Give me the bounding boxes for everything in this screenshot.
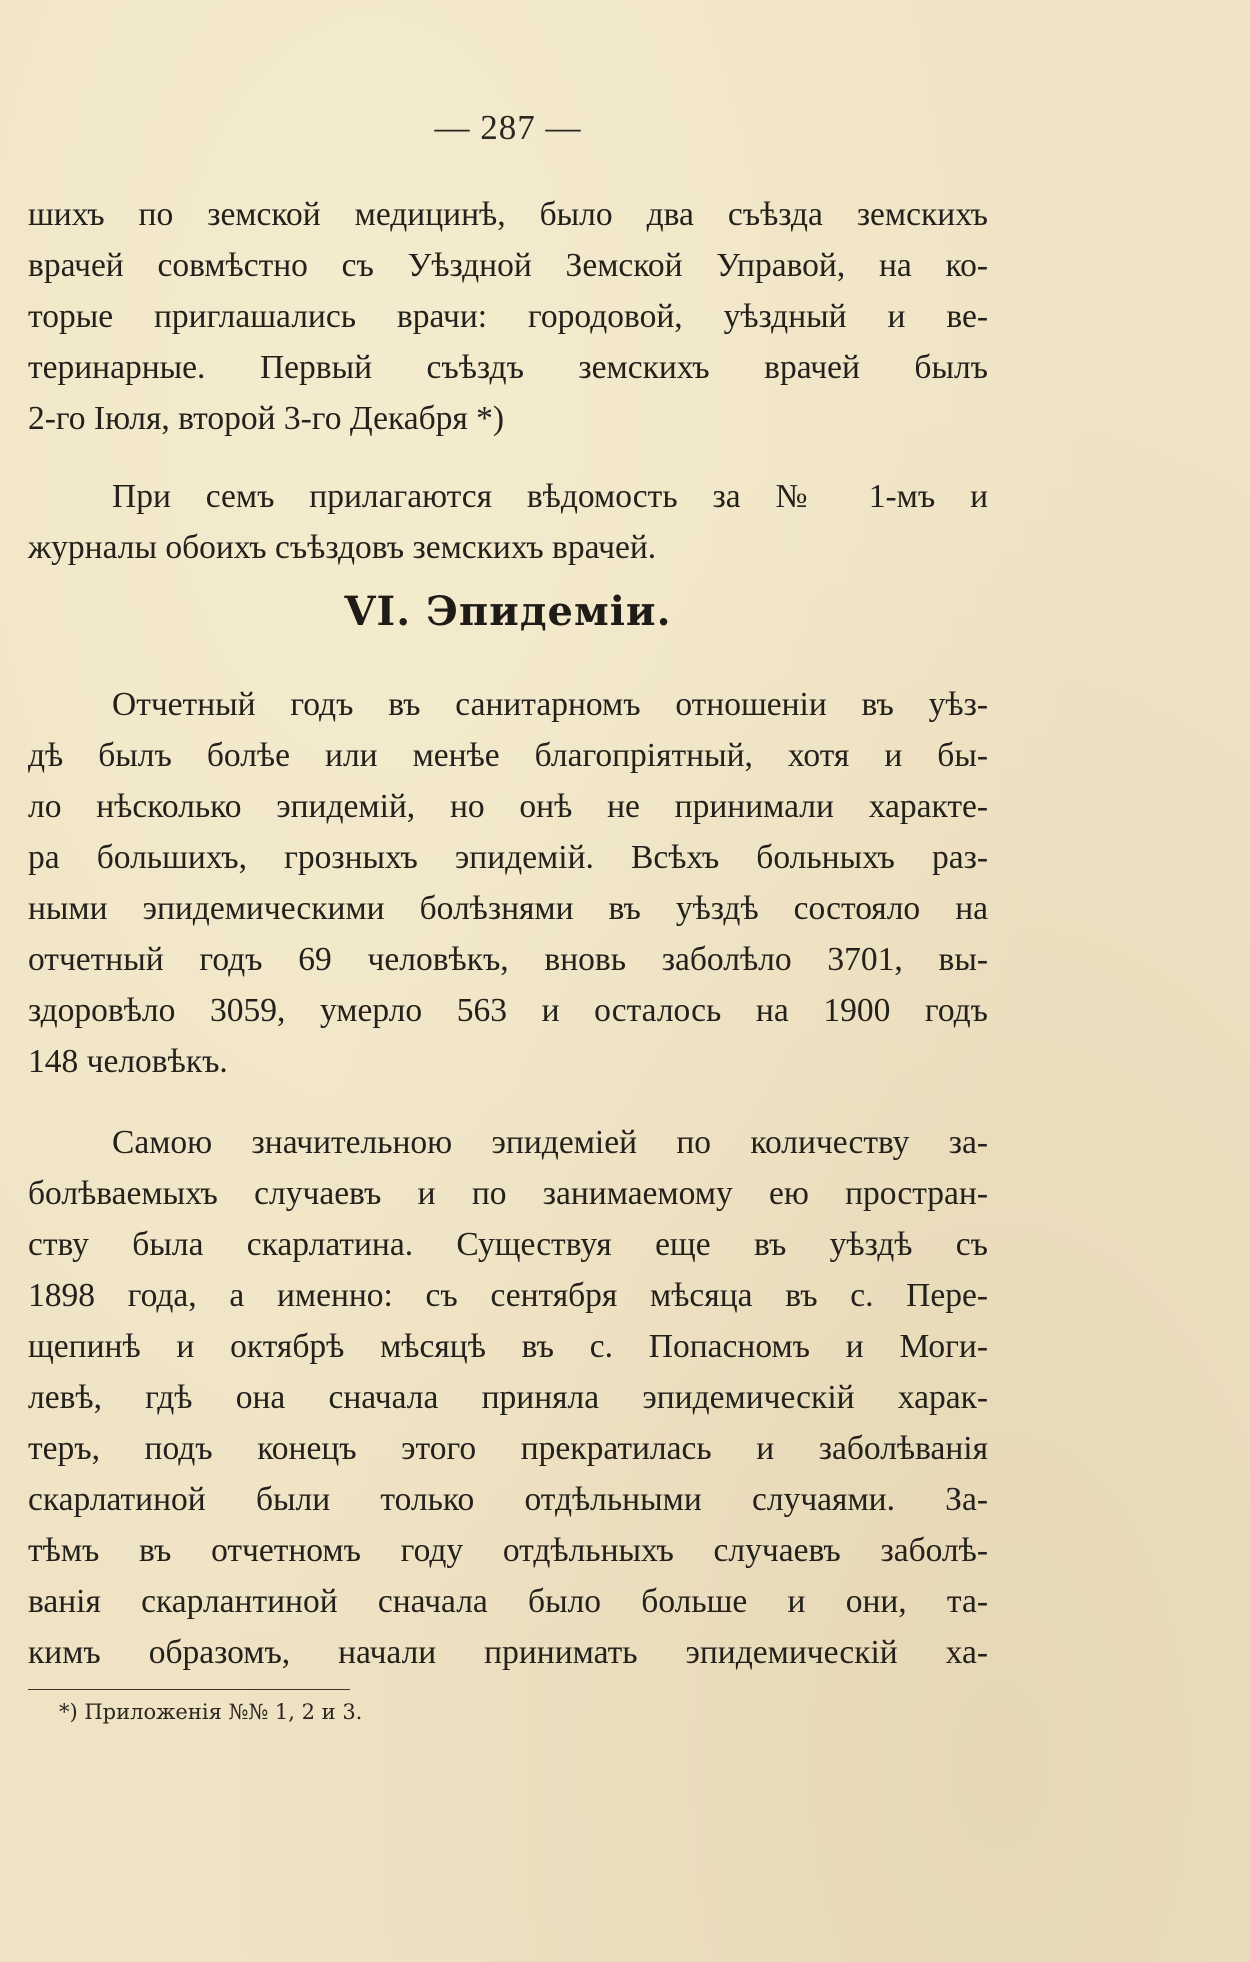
text-line: здоровѣло 3059, умерло 563 и осталось на 1900 годъ bbox=[28, 992, 988, 1029]
text-line: журналы обоихъ съѣздовъ земскихъ врачей. bbox=[28, 529, 657, 566]
text-line: ра большихъ, грозныхъ эпидемій. Всѣхъ больныхъ раз- bbox=[28, 839, 988, 876]
text-line: врачей совмѣстно съ Уѣздной Земской Управой, на ко- bbox=[28, 247, 988, 284]
footnote-divider bbox=[28, 1689, 350, 1690]
page-number: — 287 — bbox=[434, 108, 582, 147]
paragraph-epidemics-summary bbox=[28, 679, 988, 1087]
paragraph-scarlet-fever bbox=[28, 1117, 988, 1678]
text-line: скарлатиной были только отдѣльными случаями. За- bbox=[28, 1481, 988, 1518]
section-heading: VI. Эпидеміи. bbox=[344, 588, 672, 635]
paragraph-continued bbox=[28, 189, 988, 444]
text-line: левѣ, гдѣ она сначала приняла эпидемическій харак- bbox=[28, 1379, 988, 1416]
text-line: торые приглашались врачи: городовой, уѣздный и ве- bbox=[28, 298, 988, 335]
text-line: щепинѣ и октябрѣ мѣсяцѣ въ с. Попасномъ и Моги- bbox=[28, 1328, 988, 1365]
text-line: Самою значительною эпидеміей по количеству за- bbox=[112, 1124, 988, 1161]
text-line: тѣмъ въ отчетномъ году отдѣльныхъ случаевъ заболѣ- bbox=[28, 1532, 988, 1569]
book-page bbox=[28, 0, 988, 1962]
text-line: дѣ былъ болѣе или менѣе благопріятный, хотя и бы- bbox=[28, 737, 988, 774]
text-line: теринарные. Первый съѣздъ земскихъ врачей былъ bbox=[28, 349, 988, 386]
paragraph-attachments bbox=[28, 471, 988, 573]
text-line: 2-го Іюля, второй 3-го Декабря *) bbox=[28, 400, 505, 437]
text-line: отчетный годъ 69 человѣкъ, вновь заболѣло 3701, вы- bbox=[28, 941, 988, 978]
text-line: теръ, подъ конецъ этого прекратилась и заболѣванія bbox=[28, 1430, 988, 1467]
text-line: ными эпидемическими болѣзнями въ уѣздѣ состояло на bbox=[28, 890, 988, 927]
text-line: болѣваемыхъ случаевъ и по занимаемому ею простран- bbox=[28, 1175, 988, 1212]
text-line: При семъ прилагаются вѣдомость за № 1-мъ и bbox=[112, 478, 988, 515]
text-line: Отчетный годъ въ санитарномъ отношеніи въ уѣз- bbox=[112, 686, 988, 723]
text-line: 148 человѣкъ. bbox=[28, 1043, 228, 1080]
text-line: ло нѣсколько эпидемій, но онѣ не принимали характе- bbox=[28, 788, 988, 825]
footnote: *) Приложенія №№ 1, 2 и 3. bbox=[59, 1700, 363, 1724]
text-line: кимъ образомъ, начали принимать эпидемическій ха- bbox=[28, 1634, 988, 1671]
text-line: ству была скарлатина. Существуя еще въ уѣздѣ съ bbox=[28, 1226, 988, 1263]
text-line: 1898 года, а именно: съ сентября мѣсяца въ с. Пере- bbox=[28, 1277, 988, 1314]
text-line: шихъ по земской медицинѣ, было два съѣзда земскихъ bbox=[28, 196, 988, 233]
text-line: ванія скарлантиной сначала было больше и они, та- bbox=[28, 1583, 988, 1620]
